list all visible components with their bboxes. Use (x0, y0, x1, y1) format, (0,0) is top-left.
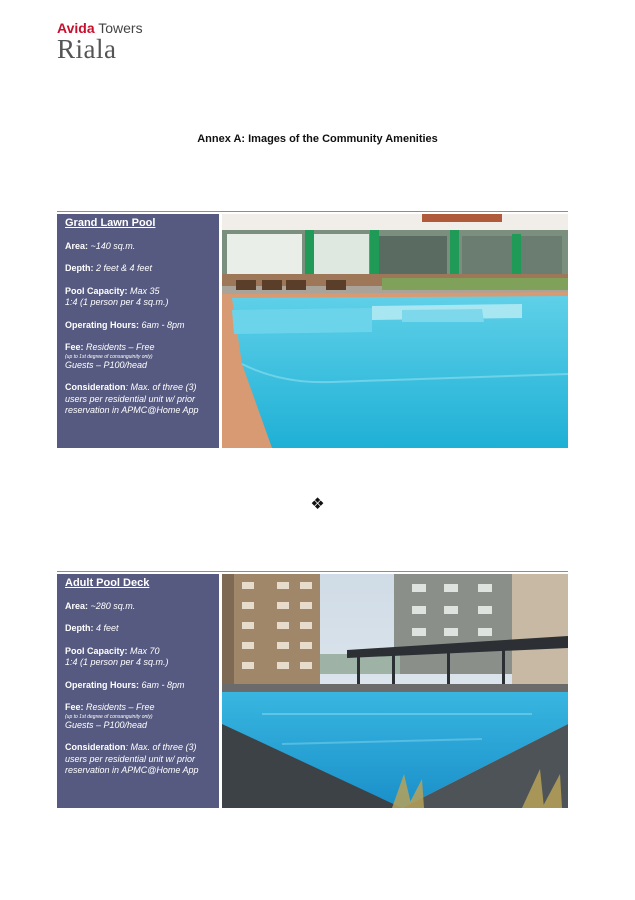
fee-guests: Guests – P100/head (65, 719, 148, 730)
depth-value: 2 feet & 4 feet (96, 263, 153, 273)
depth-row (65, 263, 211, 275)
depth-label: Depth: (65, 263, 94, 273)
amenity-title: Adult Pool Deck (65, 577, 150, 589)
area-label: Area: (65, 240, 89, 251)
logo-project-name: Riala (57, 34, 117, 64)
capacity-value: Max 70 (130, 645, 160, 656)
fee-note: (up to 1st degree of consanguinity only) (65, 713, 153, 720)
depth-label: Depth: (65, 623, 94, 633)
fee-label: Fee: (65, 342, 84, 352)
amenity-title: Grand Lawn Pool (65, 217, 156, 229)
depth-value: 4 feet (96, 623, 119, 633)
consideration-row (65, 742, 211, 777)
amenity-info-panel (57, 214, 219, 448)
depth-row (65, 623, 211, 635)
amenity-adult-pool-deck (57, 571, 568, 808)
hours-value: 6am - 8pm (141, 319, 185, 330)
annex-title: Annex A: Images of the Community Amenities (197, 133, 438, 145)
capacity-ratio: 1:4 (1 person per 4 sq.m.) (65, 657, 169, 667)
capacity-label: Pool Capacity: (65, 285, 128, 296)
fee-value: Residents – Free (86, 342, 155, 352)
capacity-label: Pool Capacity: (65, 645, 128, 656)
area-label: Area: (65, 600, 89, 611)
amenity-grand-lawn-pool (57, 211, 568, 448)
fee-row (65, 702, 211, 731)
logo-brand-suffix: Towers (98, 20, 143, 36)
grand-lawn-pool-photo (222, 214, 568, 448)
area-row (65, 241, 211, 253)
capacity-row (65, 646, 211, 669)
hours-value: 6am - 8pm (141, 679, 185, 690)
hours-row (65, 680, 211, 692)
capacity-ratio: 1:4 (1 person per 4 sq.m.) (65, 297, 169, 307)
fee-note: (up to 1st degree of consanguinity only) (65, 353, 153, 360)
capacity-row (65, 286, 211, 309)
section-separator: ❖ (310, 496, 325, 513)
consideration-value: : Max. of three (3) users per residential unit w/ prior reservation in APMC@Home App (65, 742, 199, 775)
amenity-info-panel (57, 574, 219, 808)
consideration-value: : Max. of three (3) users per residential unit w/ prior reservation in APMC@Home App (65, 382, 199, 415)
fee-guests: Guests – P100/head (65, 359, 148, 370)
consideration-row (65, 382, 211, 417)
pool-photo-illustration (222, 574, 568, 808)
adult-pool-deck-photo (222, 574, 568, 808)
consideration-label: Consideration (65, 382, 126, 392)
brand-logo (57, 20, 143, 65)
capacity-value: Max 35 (130, 285, 160, 296)
fee-label: Fee: (65, 702, 84, 712)
area-value: ~280 sq.m. (90, 600, 136, 611)
hours-label: Operating Hours: (65, 319, 140, 330)
fee-value: Residents – Free (86, 702, 155, 712)
fee-row (65, 342, 211, 371)
consideration-label: Consideration (65, 742, 126, 752)
hours-label: Operating Hours: (65, 679, 140, 690)
area-row (65, 601, 211, 613)
hours-row (65, 320, 211, 332)
logo-brand: Avida (57, 20, 95, 36)
area-value: ~140 sq.m. (90, 240, 136, 251)
pool-photo-illustration (222, 214, 568, 448)
